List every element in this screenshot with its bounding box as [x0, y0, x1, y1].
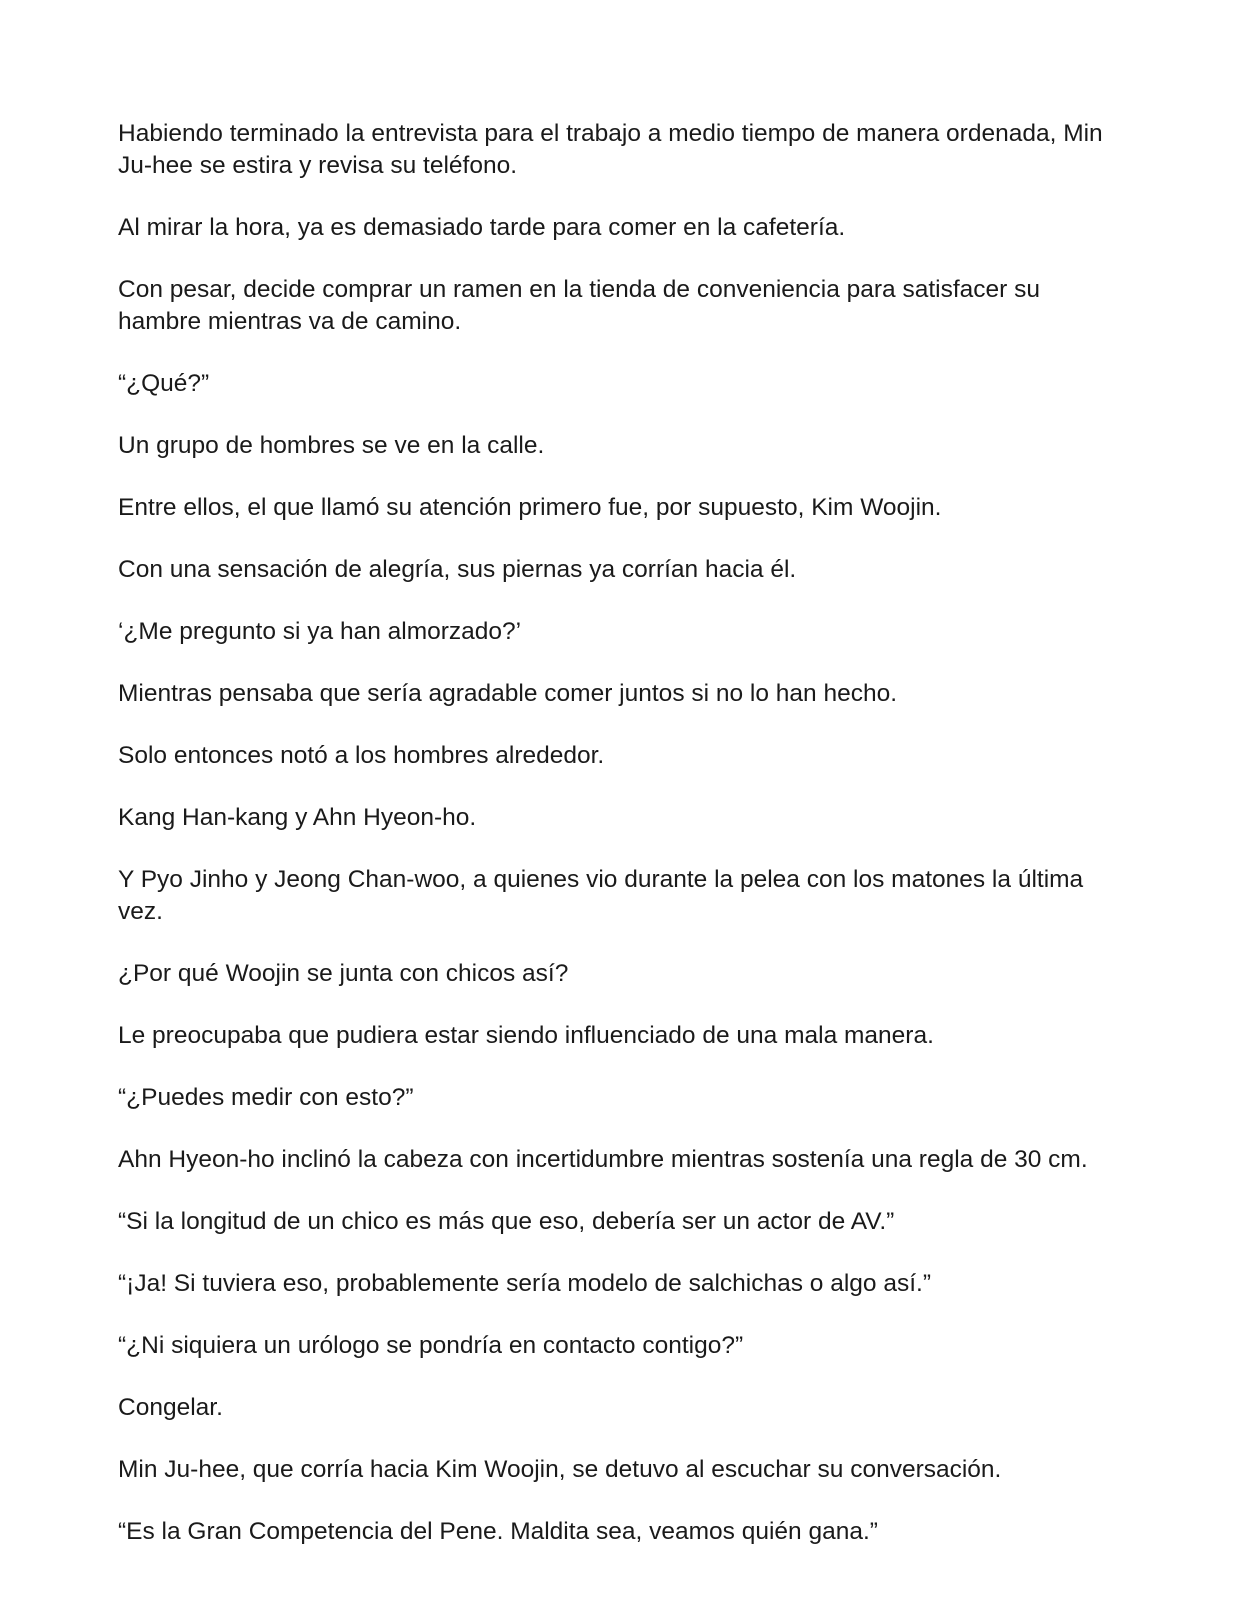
- document-body: [118, 118, 1128, 1578]
- paragraph: Con pesar, decide comprar un ramen en la tienda de conveniencia para satisfacer su hambre mientras va de camino.: [118, 276, 1041, 335]
- paragraph: Entre ellos, el que llamó su atención primero fue, por supuesto, Kim Woojin.: [118, 494, 942, 521]
- paragraph: “¿Ni siquiera un urólogo se pondría en contacto contigo?”: [118, 1332, 744, 1359]
- paragraph: Congelar.: [118, 1394, 223, 1421]
- paragraph: Le preocupaba que pudiera estar siendo influenciado de una mala manera.: [118, 1022, 934, 1049]
- paragraph: Kang Han-kang y Ahn Hyeon-ho.: [118, 804, 477, 831]
- paragraph: Un grupo de hombres se ve en la calle.: [118, 432, 545, 459]
- paragraph: Con una sensación de alegría, sus piernas ya corrían hacia él.: [118, 556, 797, 583]
- paragraph: “Si la longitud de un chico es más que eso, debería ser un actor de AV.”: [118, 1208, 895, 1235]
- paragraph: Ahn Hyeon-ho inclinó la cabeza con incertidumbre mientras sostenía una regla de 30 cm.: [118, 1146, 1088, 1173]
- paragraph: Habiendo terminado la entrevista para el trabajo a medio tiempo de manera ordenada, Min Ju-hee se estira y revisa su teléfono.: [118, 120, 1103, 179]
- paragraph: “Es la Gran Competencia del Pene. Maldita sea, veamos quién gana.”: [118, 1518, 878, 1545]
- paragraph: Solo entonces notó a los hombres alrededor.: [118, 742, 605, 769]
- paragraph: Min Ju-hee, que corría hacia Kim Woojin, se detuvo al escuchar su conversación.: [118, 1456, 1002, 1483]
- paragraph: Y Pyo Jinho y Jeong Chan-woo, a quienes vio durante la pelea con los matones la última vez.: [118, 866, 1084, 925]
- paragraph: Mientras pensaba que sería agradable comer juntos si no lo han hecho.: [118, 680, 898, 707]
- paragraph: “¿Qué?”: [118, 370, 210, 397]
- paragraph: “¿Puedes medir con esto?”: [118, 1084, 414, 1111]
- paragraph: Al mirar la hora, ya es demasiado tarde para comer en la cafetería.: [118, 214, 846, 241]
- paragraph: “¡Ja! Si tuviera eso, probablemente sería modelo de salchichas o algo así.”: [118, 1270, 932, 1297]
- paragraph: ‘¿Me pregunto si ya han almorzado?’: [118, 618, 522, 645]
- paragraph: ¿Por qué Woojin se junta con chicos así?: [118, 960, 569, 987]
